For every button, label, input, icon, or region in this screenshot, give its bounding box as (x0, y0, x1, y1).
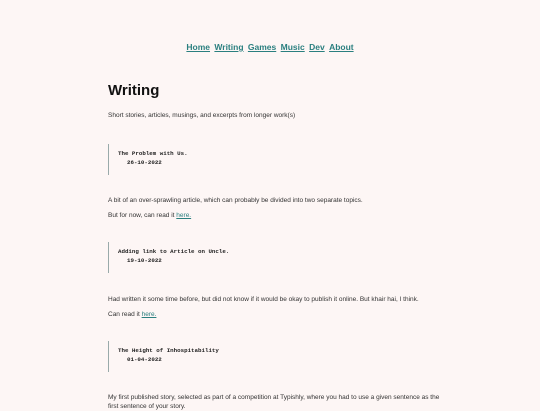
entry-description: Had written it some time before, but did not know if it would be okay to publish it online. But khair hai, I think. (108, 296, 419, 303)
entry-date: 26-10-2022 (127, 159, 162, 166)
nav-about[interactable]: About (329, 42, 354, 52)
top-nav (0, 42, 540, 52)
entry-link-line (108, 310, 448, 319)
entry-description: A bit of an over-sprawling article, which can probably be divided into two separate topics. (108, 197, 363, 204)
entry-link[interactable]: here. (141, 311, 157, 318)
page-subtitle: Short stories, articles, musings, and excerpts from longer work(s) (108, 112, 296, 119)
entry-header (108, 341, 448, 372)
entry-link[interactable]: here. (176, 212, 192, 219)
entry-title: The Height of Inhospitability (118, 347, 219, 354)
entry-date: 01-04-2022 (127, 356, 162, 363)
entry-link-prefix: But for now, can read it (108, 212, 177, 219)
entry-title: The Problem with Us. (118, 150, 188, 157)
entry-title: Adding link to Article on Uncle. (118, 248, 230, 255)
nav-home[interactable]: Home (186, 42, 211, 52)
entry-date: 19-10-2022 (127, 257, 162, 264)
entry-header (108, 242, 448, 273)
nav-writing[interactable]: Writing (214, 42, 244, 52)
entry-link-prefix: Can read it (108, 311, 142, 318)
nav-games[interactable]: Games (247, 42, 277, 52)
entry-description: My first published story, selected as part of a competition at Typishly, where you had to use a given sentence as the first sentence of your story. (108, 394, 440, 410)
nav-music[interactable]: Music (280, 42, 305, 52)
entry-link-line (108, 211, 448, 220)
main-content (108, 82, 448, 411)
page-title: Writing (108, 82, 160, 99)
entry-header (108, 144, 448, 175)
nav-dev[interactable]: Dev (309, 42, 325, 52)
